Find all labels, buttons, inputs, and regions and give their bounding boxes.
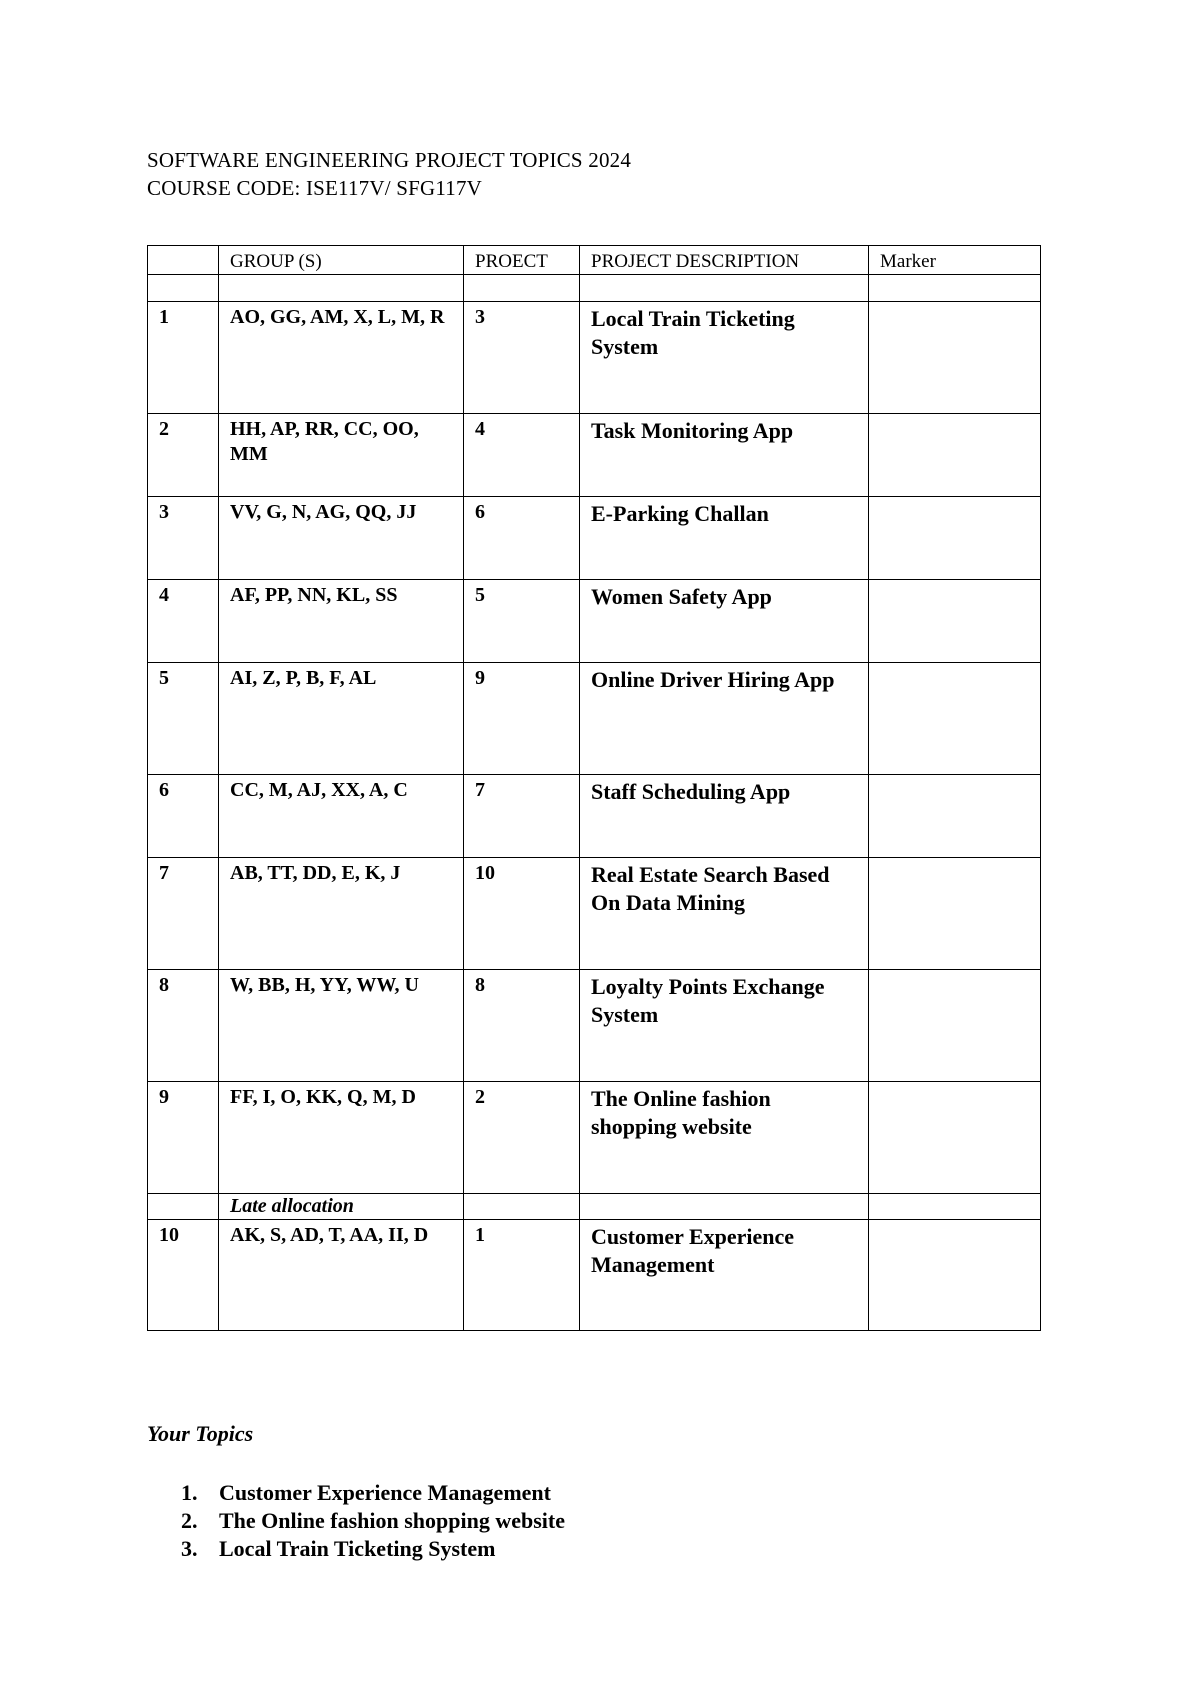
table-row <box>148 497 1041 580</box>
marker-cell <box>869 497 1041 580</box>
column-header-project: PROECT <box>464 246 580 275</box>
table-row <box>148 1082 1041 1194</box>
allocation-table <box>147 245 1041 1331</box>
marker-cell <box>869 414 1041 497</box>
row-number: 9 <box>148 1082 219 1194</box>
group-cell: FF, I, O, KK, Q, M, D <box>219 1082 464 1194</box>
topic-text: Local Train Ticketing System <box>219 1536 496 1561</box>
blank-cell <box>580 1194 869 1220</box>
project-description: Task Monitoring App <box>580 414 869 497</box>
marker-cell <box>869 858 1041 970</box>
project-description: Local Train Ticketing System <box>580 302 869 414</box>
project-description: Women Safety App <box>580 580 869 663</box>
marker-cell <box>869 1220 1041 1331</box>
group-cell: AF, PP, NN, KL, SS <box>219 580 464 663</box>
project-description: Loyalty Points Exchange System <box>580 970 869 1082</box>
row-number: 7 <box>148 858 219 970</box>
column-header-groups: GROUP (S) <box>219 246 464 275</box>
marker-cell <box>869 775 1041 858</box>
project-description: Customer Experience Management <box>580 1220 869 1331</box>
marker-cell <box>869 1082 1041 1194</box>
project-number: 6 <box>464 497 580 580</box>
blank-cell <box>148 1194 219 1220</box>
topics-list <box>147 1479 565 1563</box>
course-code: COURSE CODE: ISE117V/ SFG117V <box>147 176 483 200</box>
list-number: 1. <box>181 1480 198 1505</box>
row-number: 6 <box>148 775 219 858</box>
project-number: 3 <box>464 302 580 414</box>
list-item <box>147 1535 565 1563</box>
blank-cell <box>869 275 1041 302</box>
table-blank-row <box>148 275 1041 302</box>
table-row <box>148 414 1041 497</box>
table-row <box>148 858 1041 970</box>
list-number: 2. <box>181 1508 198 1533</box>
table-row <box>148 1220 1041 1331</box>
blank-cell <box>464 1194 580 1220</box>
list-number: 3. <box>181 1536 198 1561</box>
table-row <box>148 302 1041 414</box>
group-cell: HH, AP, RR, CC, OO, MM <box>219 414 464 497</box>
row-number: 8 <box>148 970 219 1082</box>
marker-cell <box>869 302 1041 414</box>
project-number: 2 <box>464 1082 580 1194</box>
table-header-row <box>148 246 1041 275</box>
row-number: 3 <box>148 497 219 580</box>
table-row <box>148 580 1041 663</box>
column-header-number <box>148 246 219 275</box>
project-description: E-Parking Challan <box>580 497 869 580</box>
project-description: Real Estate Search Based On Data Mining <box>580 858 869 970</box>
your-topics-label: Your Topics <box>147 1421 254 1446</box>
project-number: 5 <box>464 580 580 663</box>
row-number: 10 <box>148 1220 219 1331</box>
late-allocation-row <box>148 1194 1041 1220</box>
project-number: 10 <box>464 858 580 970</box>
list-item <box>147 1479 565 1507</box>
table-row <box>148 970 1041 1082</box>
project-number: 8 <box>464 970 580 1082</box>
blank-cell <box>219 275 464 302</box>
group-cell: AB, TT, DD, E, K, J <box>219 858 464 970</box>
topic-text: Customer Experience Management <box>219 1480 551 1505</box>
project-description: The Online fashion shopping website <box>580 1082 869 1194</box>
project-description: Staff Scheduling App <box>580 775 869 858</box>
group-cell: AK, S, AD, T, AA, II, D <box>219 1220 464 1331</box>
row-number: 5 <box>148 663 219 775</box>
blank-cell <box>464 275 580 302</box>
group-cell: AI, Z, P, B, F, AL <box>219 663 464 775</box>
row-number: 2 <box>148 414 219 497</box>
column-header-marker: Marker <box>869 246 1041 275</box>
blank-cell <box>869 1194 1041 1220</box>
late-allocation-label: Late allocation <box>219 1194 464 1220</box>
group-cell: CC, M, AJ, XX, A, C <box>219 775 464 858</box>
row-number: 4 <box>148 580 219 663</box>
project-number: 9 <box>464 663 580 775</box>
row-number: 1 <box>148 302 219 414</box>
project-number: 4 <box>464 414 580 497</box>
project-number: 1 <box>464 1220 580 1331</box>
column-header-description: PROJECT DESCRIPTION <box>580 246 869 275</box>
table-row <box>148 775 1041 858</box>
group-cell: VV, G, N, AG, QQ, JJ <box>219 497 464 580</box>
project-number: 7 <box>464 775 580 858</box>
group-cell: AO, GG, AM, X, L, M, R <box>219 302 464 414</box>
project-description: Online Driver Hiring App <box>580 663 869 775</box>
marker-cell <box>869 663 1041 775</box>
document-title: SOFTWARE ENGINEERING PROJECT TOPICS 2024 <box>147 148 632 172</box>
topic-text: The Online fashion shopping website <box>219 1508 565 1533</box>
blank-cell <box>148 275 219 302</box>
marker-cell <box>869 580 1041 663</box>
blank-cell <box>580 275 869 302</box>
marker-cell <box>869 970 1041 1082</box>
group-cell: W, BB, H, YY, WW, U <box>219 970 464 1082</box>
table-row <box>148 663 1041 775</box>
list-item <box>147 1507 565 1535</box>
